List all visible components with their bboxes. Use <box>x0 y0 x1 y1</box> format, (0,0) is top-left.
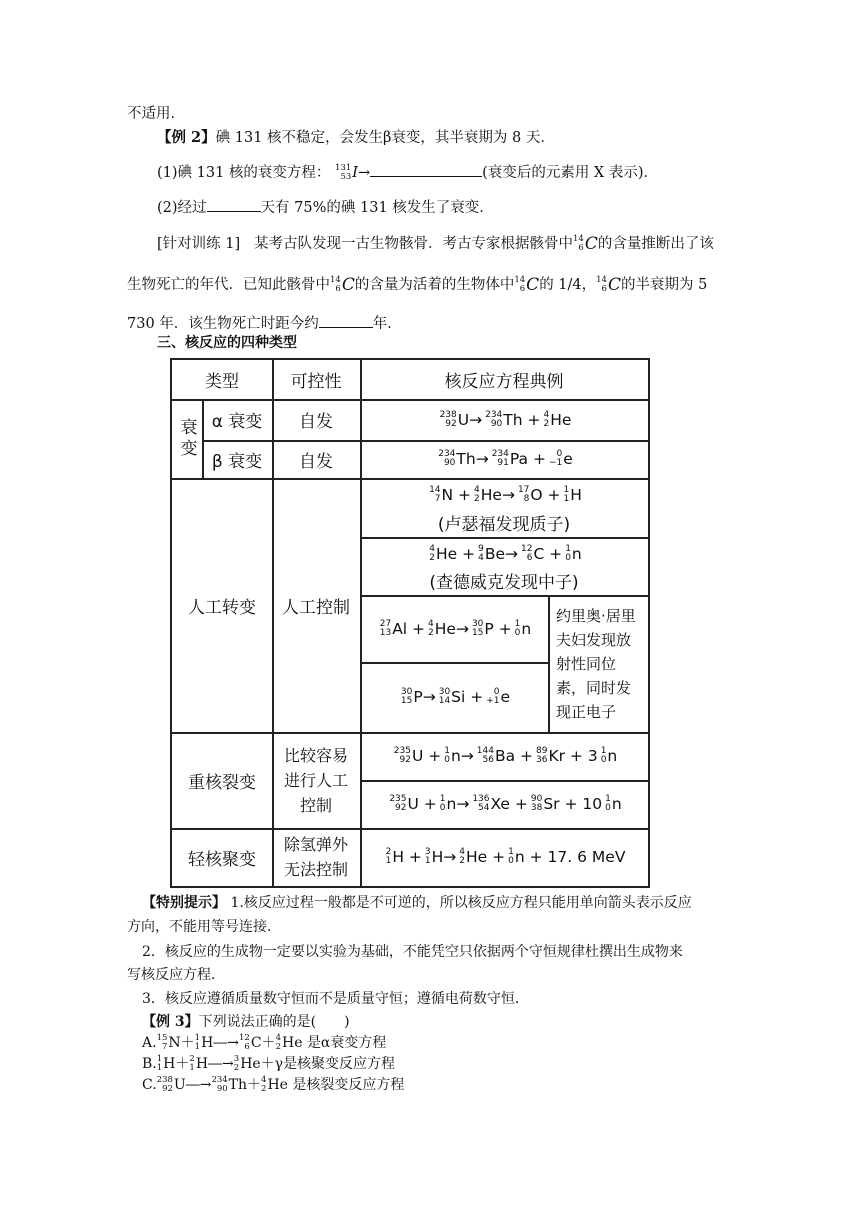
option-a-text: 是α衰变方程 <box>306 1035 387 1051</box>
chadwick-note: (查德威克发现中子) <box>429 572 579 593</box>
artificial-controllability: 人工控制 <box>282 597 350 618</box>
training-1-line-2 <box>127 275 707 295</box>
training-2-text-b: 的含量为活着的生物体中 <box>354 277 515 293</box>
tip-tag: 【特别提示】 <box>142 895 226 911</box>
carbon-14-nuclide: 14 6 C <box>330 275 355 295</box>
question-1-prefix: (1)碘 131 核的衰变方程： <box>157 165 331 181</box>
curie-equation-1: 27 13 Al + 4 2 He→ 30 15 P + 1 0 n <box>379 618 532 638</box>
answer-blank-2[interactable] <box>207 197 261 212</box>
example-2-text: 碘 131 核不稳定，会发生β衰变，其半衰期为 8 天． <box>215 130 555 146</box>
heavy-fission: 重核裂变 <box>188 772 256 793</box>
fusion-equation: 2 1 H + 3 1 H→ 4 2 He + 1 0 n + 17. 6 MeV <box>385 847 626 866</box>
tip-2-a: 2．核反应的生成物一定要以实验为基础，不能凭空只依据两个守恒规律杜撰出生成物来 <box>142 944 683 960</box>
rutherford-equation: 14 7 N + 4 2 He→ 17 8 O + 1 1 H <box>429 485 582 504</box>
example-2 <box>157 128 555 148</box>
fusion-controllability: 除氢弹外无法控制 <box>283 835 348 879</box>
alpha-controllability: 自发 <box>299 412 333 432</box>
tip-3: 3．核反应遵循质量数守恒而不是质量守恒；遵循电荷数守恒． <box>142 991 529 1007</box>
training-2-text-c: 的 1/4， <box>539 277 597 293</box>
beta-controllability: 自发 <box>299 451 333 472</box>
option-b[interactable]: B. 1 1 H＋ 2 1 H―→ 3 2 He＋γ是核聚变反应方程 <box>142 1054 396 1073</box>
training-3-text-a: 730 年．该生物死亡时距今约 <box>127 316 319 332</box>
training-1-tag: [针对训练 1] <box>157 236 241 252</box>
training-2-text-d: 的半衰期为 5 <box>620 277 708 293</box>
training-3-text-b: 年． <box>372 316 402 332</box>
option-c[interactable]: C. 238 92 U―→ 234 90 Th＋ 4 2 He 是核裂变反应方程 <box>142 1075 405 1094</box>
fission-controllability: 比较容易进行人工控制 <box>283 745 348 815</box>
answer-blank-1[interactable] <box>370 162 482 177</box>
training-1-text-a: 某考古队发现一古生物骸骨．考古专家根据骸骨中 <box>253 236 573 252</box>
alpha-equation: 238 92 U→ 234 90 Th + 4 2 He <box>439 409 572 429</box>
answer-blank-3[interactable] <box>319 313 373 328</box>
tip-1-a: 1.核反应过程一般都是不可逆的，所以核反应方程只能用单向箭头表示反应 <box>230 895 692 911</box>
fission-equation-1: 235 92 U + 1 0 n→ 144 56 Ba + 89 36 Kr + 3 1 0 n <box>393 746 618 765</box>
header-controllability: 可控性 <box>290 372 342 392</box>
fusion-energy: + 17. 6 MeV <box>529 848 626 866</box>
training-2-text-a: 生物死亡的年代．已知此骸骨中 <box>127 277 330 293</box>
tip-1 <box>142 893 692 913</box>
beta-equation: 234 90 Th→ 234 91 Pa + 0 −1 e <box>438 449 573 468</box>
example-3-question: 下列说法正确的是( ) <box>198 1014 350 1030</box>
artificial-transmutation: 人工转变 <box>188 597 256 618</box>
curie-note: 约里奥·居里夫妇发现放射性同位素，同时发现正电子 <box>556 606 636 721</box>
question-2 <box>157 197 494 218</box>
header-type: 类型 <box>205 372 239 392</box>
decay-label: 衰变 <box>176 417 197 460</box>
question-1-suffix: (衰变后的元素用 X 表示)． <box>482 165 659 181</box>
header-equation: 核反应方程典例 <box>444 372 564 392</box>
line-not-applicable: 不适用． <box>127 106 185 122</box>
carbon-14-nuclide: 14 6 C <box>596 275 621 295</box>
question-2-suffix: 天有 75%的碘 131 核发生了衰变． <box>260 200 494 216</box>
training-1-line-3 <box>127 313 402 334</box>
example-2-tag: 【例 2】 <box>157 129 216 146</box>
fission-equation-2: 235 92 U + 1 0 n→ 136 54 Xe + 90 38 Sr + 10 1 0 n <box>389 794 622 813</box>
option-b-text: 是核聚变反应方程 <box>283 1056 396 1072</box>
example-3-tag: 【例 3】 <box>142 1014 199 1030</box>
section-heading: 三、核反应的四种类型 <box>157 335 297 351</box>
carbon-14-nuclide: 14 6 C <box>572 234 598 254</box>
question-1: (1)碘 131 核的衰变方程： 131 53 I → (衰变后的元素用 X 表示)． <box>157 163 659 182</box>
alpha-decay: α 衰变 <box>211 412 263 432</box>
option-c-text: 是核裂变反应方程 <box>292 1077 405 1093</box>
tip-1-b: 方向，不能用等号连接． <box>127 919 281 935</box>
training-1-text-b: 的含量推断出了该 <box>597 236 714 252</box>
training-1 <box>157 234 714 254</box>
rutherford-note: (卢瑟福发现质子) <box>437 514 571 535</box>
nuclear-reaction-table <box>170 358 650 888</box>
example-3 <box>142 1012 350 1032</box>
carbon-14-nuclide: 14 6 C <box>514 275 540 295</box>
light-fusion: 轻核聚变 <box>188 849 256 870</box>
tip-2-b: 写核反应方程． <box>127 967 225 983</box>
option-a[interactable]: A. 15 7 N＋ 1 1 H―→ 12 6 C＋ 4 2 He 是α衰变方程 <box>142 1033 387 1052</box>
question-2-prefix: (2)经过 <box>157 200 207 216</box>
curie-equation-2: 30 15 P→ 30 14 Si + 0 +1 e <box>400 687 511 706</box>
iodine-131-nuclide: 131 53 I <box>335 163 359 182</box>
chadwick-equation: 4 2 He + 9 4 Be→ 12 6 C + 1 0 n <box>429 543 582 563</box>
beta-decay: β 衰变 <box>211 451 263 472</box>
